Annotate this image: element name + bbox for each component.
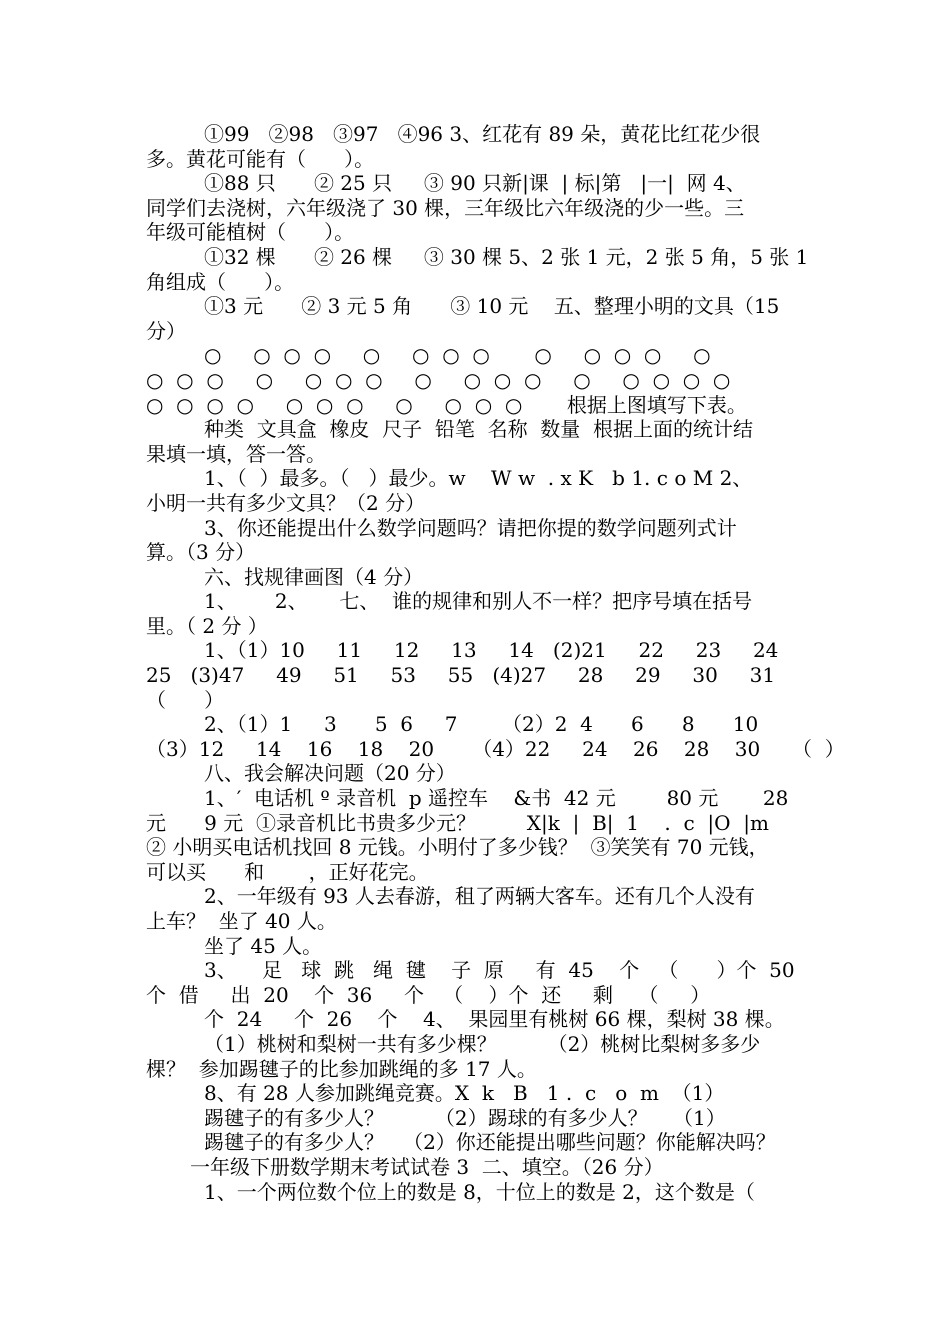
text-line: 果填一填，答一答。: [146, 441, 326, 466]
text-line: 8、有 28 人参加跳绳竞赛。X k B 1 . c o m （1）: [204, 1081, 725, 1106]
text-line: 小明一共有多少文具？（2 分）: [146, 490, 426, 515]
text-line: 坐了 45 人。: [204, 933, 323, 958]
section-heading: 八、我会解决问题（20 分）: [204, 761, 456, 786]
circle-row: ○ ○ ○ ○ ○ ○ ○ ○ ○ ○ ○ ○ ○ ○ ○ ○: [146, 367, 731, 392]
text-line: 上车？ 坐了 40 人。: [146, 909, 337, 933]
text-line: 1、 2、 七、 谁的规律和别人不一样？把序号填在括号: [204, 589, 753, 614]
text-line: 个 24 个 26 个 4、 果园里有桃树 66 棵，梨树 38 棵。: [204, 1007, 785, 1032]
text-line: （3）12 14 16 18 20 （4）22 24 26 28 30 （ ）: [146, 736, 845, 761]
text-line: 2、（1）1 3 5 6 7 （2）2 4 6 8 10: [204, 712, 759, 737]
text-line: ①3 元 ② 3 元 5 角 ③ 10 元 五、整理小明的文具（15: [204, 294, 780, 319]
text-line: （ ）: [146, 687, 225, 712]
text-line: 年级可能植树（ ）。: [146, 220, 355, 245]
text-line: 1、一个两位数个位上的数是 8，十位上的数是 2，这个数是（: [204, 1179, 755, 1204]
circle-row: ○ ○ ○ ○ ○ ○ ○ ○ ○ ○ ○ 根据上图填写下表。: [146, 392, 747, 417]
text-line: 可以买 和 ，正好花完。: [146, 859, 429, 884]
text-line: （1）桃树和梨树一共有多少棵？ （2）桃树比梨树多多少: [204, 1031, 761, 1056]
text-line: ② 小明买电话机找回 8 元钱。小明付了多少钱？ ③笑笑有 70 元钱，: [146, 835, 769, 860]
text-line: 3、 足 球 跳 绳 毽 子 原 有 45 个 （ ）个 50: [204, 958, 795, 983]
text-line: 多。黄花可能有（ ）。: [146, 146, 375, 171]
section-heading: 一年级下册数学期末考试试卷 3 二、填空。（26 分）: [190, 1154, 664, 1179]
text-line: 算。（3 分）: [146, 540, 256, 565]
text-line: 里。（ 2 分 ）: [146, 613, 268, 638]
text-line: 1、′ 电话机 º 录音机 p 遥控车 &书 42 元 80 元 28: [204, 786, 789, 811]
text-line: ①32 棵 ② 26 棵 ③ 30 棵 5、2 张 1 元，2 张 5 角，5 张 1: [204, 244, 809, 269]
text-line: 个 借 出 20 个 36 个 （ ）个 还 剩 （ ）: [146, 982, 711, 1007]
circle-row: ○ ○ ○ ○ ○ ○ ○ ○ ○ ○ ○ ○ ○: [204, 343, 711, 368]
text-line: 踢毽子的有多少人？ （2）踢球的有多少人？ （1）: [204, 1105, 726, 1130]
document-body: [146, 122, 845, 1204]
text-line: 踢毽子的有多少人？ （2）你还能提出哪些问题？你能解决吗？: [204, 1130, 776, 1155]
text-line: ①88 只 ② 25 只 ③ 90 只新|课 | 标|第 |一| 网 4、: [204, 171, 746, 196]
text-line: 角组成（ ）。: [146, 269, 295, 294]
text-line: 元 9 元 ①录音机比书贵多少元？ X|k | B| 1 . c |O |m: [146, 810, 769, 835]
text-line: 同学们去浇树，六年级浇了 30 棵，三年级比六年级浇的少一些。三: [146, 195, 745, 220]
section-heading: 六、找规律画图（4 分）: [204, 564, 424, 589]
text-line: 2、一年级有 93 人去春游，租了两辆大客车。还有几个人没有: [204, 884, 755, 909]
text-line: 棵？ 参加踢毽子的比参加跳绳的多 17 人。: [146, 1056, 537, 1081]
text-line: 1、（1）10 11 12 13 14 (2)21 22 23 24: [204, 638, 779, 663]
text-line: 1、（ ）最多。（ ）最少。w W w . x K b 1. c o M 2、: [204, 466, 753, 491]
text-line: 3、你还能提出什么数学问题吗？请把你提的数学问题列式计: [204, 515, 737, 540]
text-line: 25 (3)47 49 51 53 55 (4)27 28 29 30 31: [146, 663, 776, 688]
text-line: ①99 ②98 ③97 ④96 3、红花有 89 朵，黄花比红花少很: [204, 122, 761, 146]
text-line: 种类 文具盒 橡皮 尺子 铅笔 名称 数量 根据上面的统计结: [204, 417, 754, 442]
text-line: 分）: [146, 318, 186, 343]
